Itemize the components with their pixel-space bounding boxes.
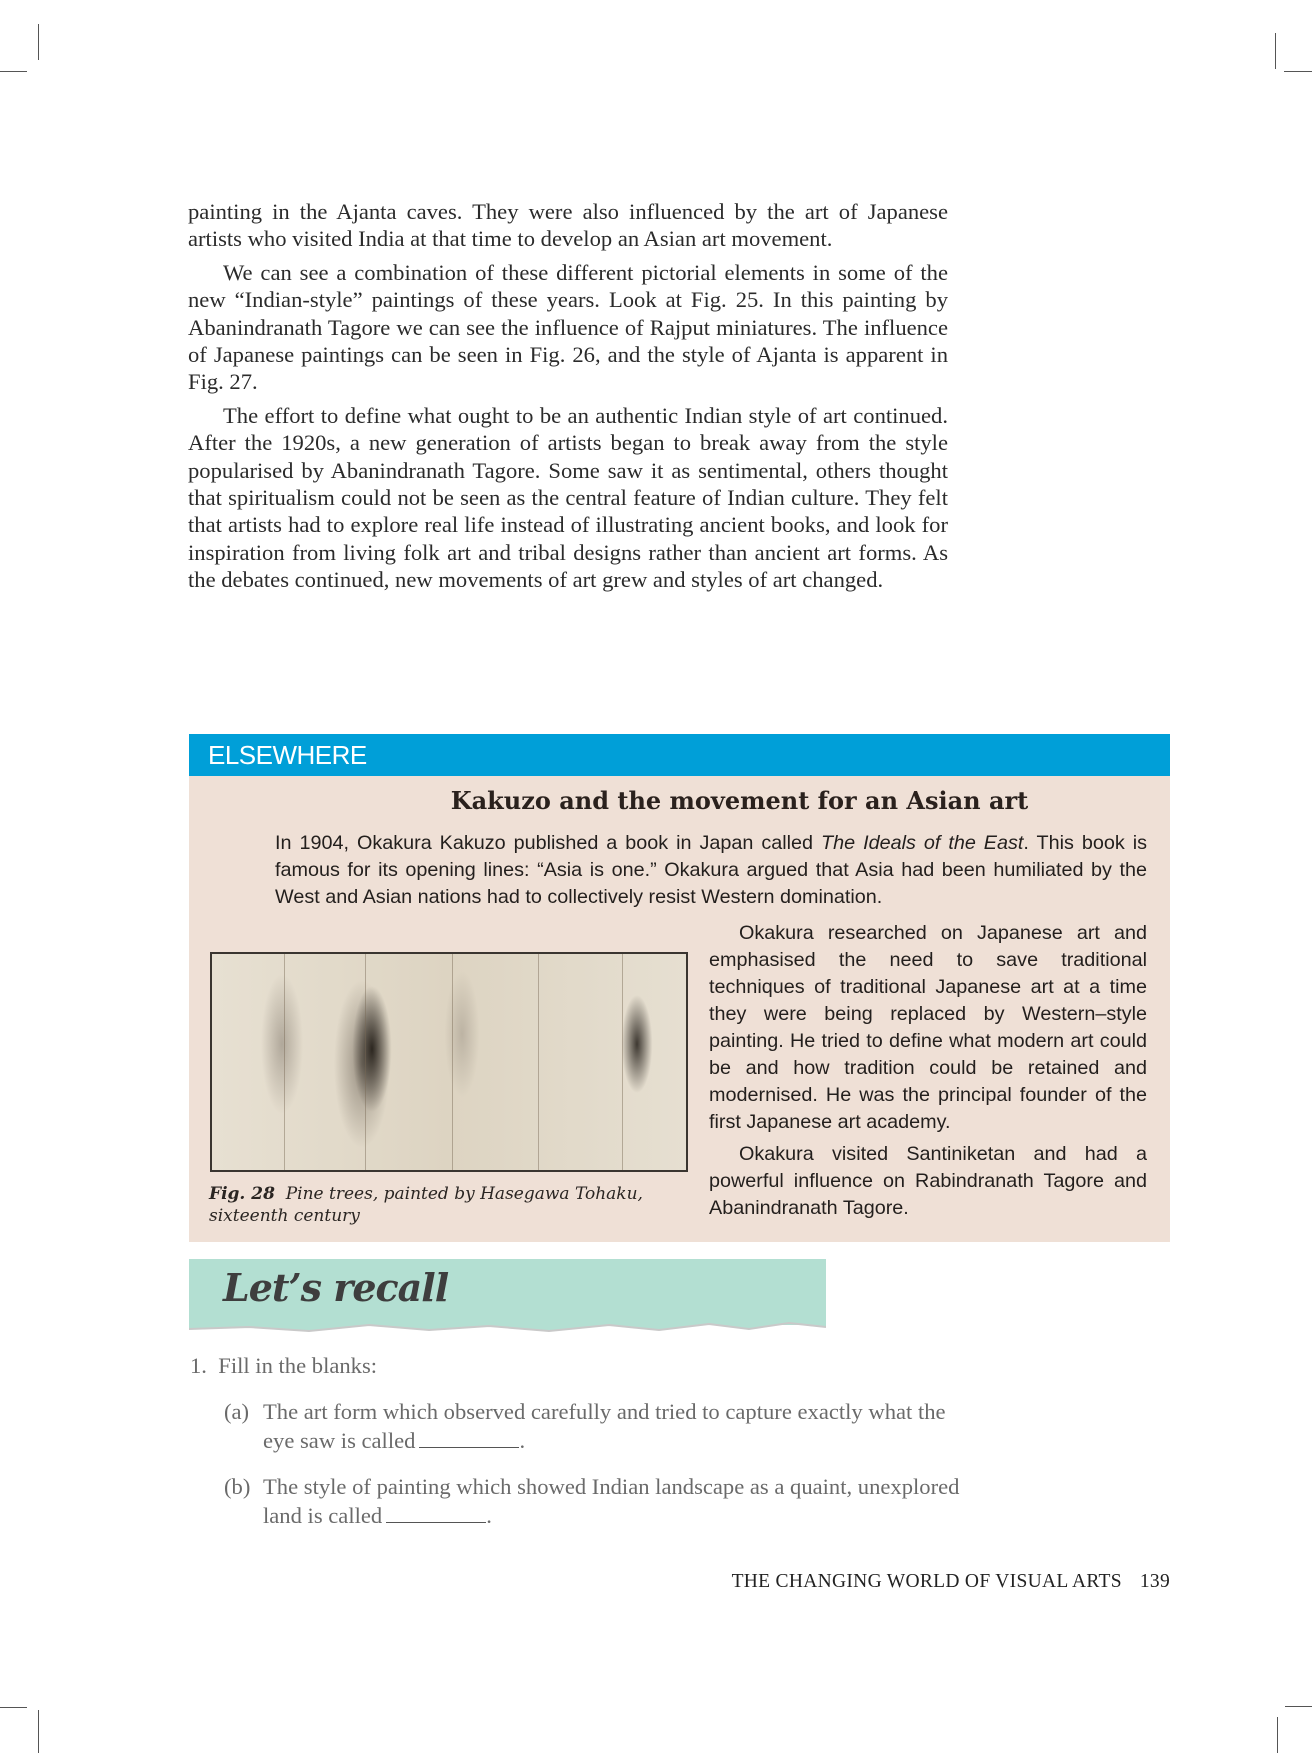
figure-label: Fig. 28 bbox=[209, 1184, 275, 1204]
item-label: (a) bbox=[224, 1399, 250, 1424]
crop-mark bbox=[1284, 71, 1312, 72]
paragraph: Okakura researched on Japanese art and emphasised the need to save traditional techniques of traditional Japanese art at a time they were being replaced by Western–style painting. He tried to define what modern art could be and how tradition could be retained and modernised. He was the principal founder of the first Japanese art academy. bbox=[709, 922, 1147, 1133]
screen-panel-divider bbox=[365, 954, 366, 1170]
torn-edge-icon bbox=[189, 1321, 826, 1333]
question-item-a bbox=[224, 1397, 964, 1455]
screen-panel-divider bbox=[622, 954, 623, 1170]
box-right-text bbox=[709, 920, 1147, 1222]
crop-mark bbox=[38, 1710, 39, 1753]
question-1 bbox=[190, 1351, 377, 1380]
page-number: 139 bbox=[1139, 1571, 1170, 1592]
paragraph: We can see a combination of these different pictorial elements in some of the new “Indian-style” paintings of these years. Look at Fig. 25. In this painting by Abanindranath Tagore we can see the influence of Rajput miniatures. The influence of Japanese paintings can be seen in Fig. 26, and the style of Ajanta is apparent in Fig. 27. bbox=[188, 259, 948, 395]
intro-text: In 1904, Okakura Kakuzo published a book in Japan called bbox=[275, 832, 822, 854]
box-intro bbox=[275, 830, 1147, 911]
question-text: Fill in the blanks: bbox=[218, 1353, 378, 1378]
screen-panel-divider bbox=[452, 954, 453, 1170]
intro-text: . This book is famous for its opening lines: “Asia is one.” Okakura argued that Asia had been humiliated by the West and Asian nations had to collectively resist Western domination. bbox=[275, 832, 1147, 908]
paragraph: Okakura visited Santiniketan and had a powerful influence on Rabindranath Tagore and Abanindranath Tagore. bbox=[709, 1143, 1147, 1219]
item-label: (b) bbox=[224, 1474, 251, 1499]
elsewhere-header: ELSEWHERE bbox=[189, 734, 1170, 776]
item-end: . bbox=[519, 1428, 526, 1453]
crop-mark bbox=[0, 1707, 27, 1708]
screen-panel-divider bbox=[538, 954, 539, 1170]
fill-blank[interactable] bbox=[419, 1427, 519, 1448]
question-number: 1. bbox=[190, 1353, 207, 1378]
lets-recall-title: Let’s recall bbox=[223, 1265, 449, 1310]
crop-mark bbox=[1277, 1717, 1278, 1753]
item-text-wrap bbox=[224, 1397, 964, 1455]
book-title: The Ideals of the East bbox=[821, 832, 1024, 854]
item-end: . bbox=[486, 1503, 492, 1528]
figure-caption bbox=[209, 1183, 689, 1227]
pine-trees-painting bbox=[210, 952, 688, 1172]
crop-mark bbox=[0, 71, 27, 72]
crop-mark bbox=[38, 24, 39, 60]
page-footer bbox=[732, 1571, 1170, 1593]
caption-text: Pine trees, painted by Hasegawa Tohaku, sixteenth century bbox=[209, 1184, 643, 1226]
question-item-b bbox=[224, 1472, 964, 1530]
paragraph: painting in the Ajanta caves. They were also influenced by the art of Japanese artists who visited India at that time to develop an Asian art movement. bbox=[188, 199, 948, 252]
paragraph: The effort to define what ought to be an authentic Indian style of art continued. After the 1920s, a new generation of artists began to break away from the style popularised by Abanindranath Tagore. Some saw it as sentimental, others thought that spiritualism could not be seen as the central feature of Indian culture. They felt that artists had to explore real life instead of illustrating ancient books, and look for inspiration from living folk art and tribal designs rather than ancient art forms. As the debates continued, new movements of art grew and styles of art changed. bbox=[188, 402, 948, 593]
chapter-title: THE CHANGING WORLD OF VISUAL ARTS bbox=[731, 1571, 1122, 1592]
lets-recall-banner bbox=[189, 1259, 826, 1325]
crop-mark bbox=[1275, 33, 1276, 69]
elsewhere-box bbox=[189, 734, 1170, 1242]
item-text: The art form which observed carefully and tried to capture exactly what the eye saw is called bbox=[263, 1399, 946, 1453]
crop-mark bbox=[1285, 1706, 1312, 1707]
main-text-column bbox=[188, 198, 948, 594]
fill-blank[interactable] bbox=[386, 1502, 486, 1523]
item-text-wrap bbox=[224, 1472, 964, 1530]
item-text: The style of painting which showed Indian landscape as a quaint, unexplored land is called bbox=[263, 1474, 960, 1528]
box-title: Kakuzo and the movement for an Asian art bbox=[450, 786, 1029, 815]
screen-panel-divider bbox=[284, 954, 285, 1170]
